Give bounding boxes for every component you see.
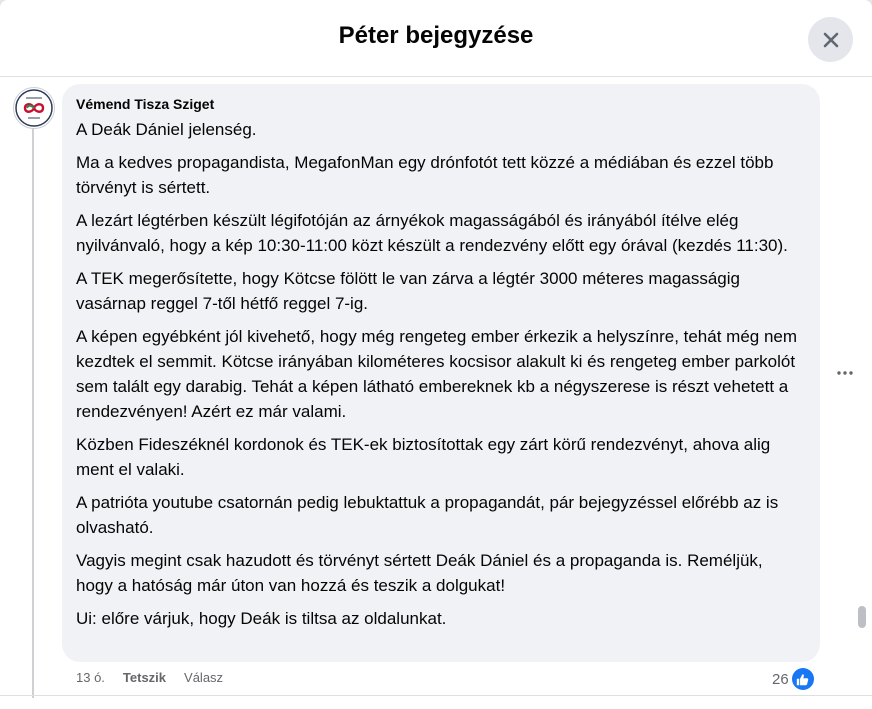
like-button[interactable]: Tetszik: [122, 670, 167, 685]
tisza-logo-icon: [14, 88, 54, 128]
comment-meta: [76, 670, 223, 685]
more-options-icon: [836, 370, 854, 376]
comment-time[interactable]: 13 ó.: [76, 670, 105, 685]
thread-line: [32, 128, 34, 698]
comment-paragraph: A lezárt légtérben készült légifotóján az árnyékok magasságából és irányából ítélve elég nyilvánvaló, hogy a kép 10:30-11:00 közt készült a rendezvény előtt egy órával (kezdés 11:30).: [76, 211, 788, 255]
reaction-summary[interactable]: [772, 668, 814, 690]
comment-paragraph: Vagyis megint csak hazudott és törvényt sértett Deák Dániel és a propaganda is. Reméljük, hogy a hatóság már úton van hozzá és teszik a dolgukat!: [76, 551, 763, 595]
comment-paragraph: A patrióta youtube csatornán pedig lebuktattuk a propagandát, pár bejegyzéssel előrébb az is olvasható.: [76, 493, 779, 537]
dialog-title: Péter bejegyzése: [338, 22, 534, 49]
comment-paragraph: A Deák Dániel jelenség.: [76, 120, 257, 139]
comment-paragraph: Ma a kedves propagandista, MegafonMan egy drónfotót tett közzé a médiában és ezzel több törvényt is sértett.: [76, 153, 774, 197]
reaction-count: 26: [772, 670, 789, 688]
comment-paragraph: A képen egyébként jól kivehető, hogy még rengeteg ember érkezik a helyszínre, tehát még nem kezdtek el semmit. Kötcse irányában kilométeres kocsisor alakult ki és rengeteg ember parkolót sem talált egy darabig. Tehát a képen látható embereknek kb a négyszerese is részt vehetett a rendezvényen! Azért ez már valami.: [76, 327, 798, 421]
divider: [0, 695, 872, 696]
like-thumb-icon: [792, 668, 814, 690]
avatar[interactable]: [13, 87, 55, 129]
comment-paragraph: Ui: előre várjuk, hogy Deák is tiltsa az oldalunkat.: [76, 609, 447, 628]
comment-paragraph: A TEK megerősítette, hogy Kötcse fölött le van zárva a légtér 3000 méteres magasságig vasárnap reggel 7-től hétfő reggel 7-ig.: [76, 269, 740, 313]
comment-bubble: [62, 84, 820, 662]
scrollbar-thumb[interactable]: [858, 606, 866, 628]
close-button[interactable]: [808, 17, 853, 62]
more-options-button[interactable]: [834, 362, 856, 384]
dialog-header: [0, 0, 872, 77]
close-icon: [821, 30, 841, 50]
comment-body: [76, 117, 804, 639]
comment-paragraph: Közben Fideszéknél kordonok és TEK-ek biztosítottak egy zárt körű rendezvényt, ahova alig ment el valaki.: [76, 435, 771, 479]
reply-button[interactable]: Válasz: [184, 670, 224, 685]
comment-author[interactable]: Vémend Tisza Sziget: [76, 96, 215, 112]
